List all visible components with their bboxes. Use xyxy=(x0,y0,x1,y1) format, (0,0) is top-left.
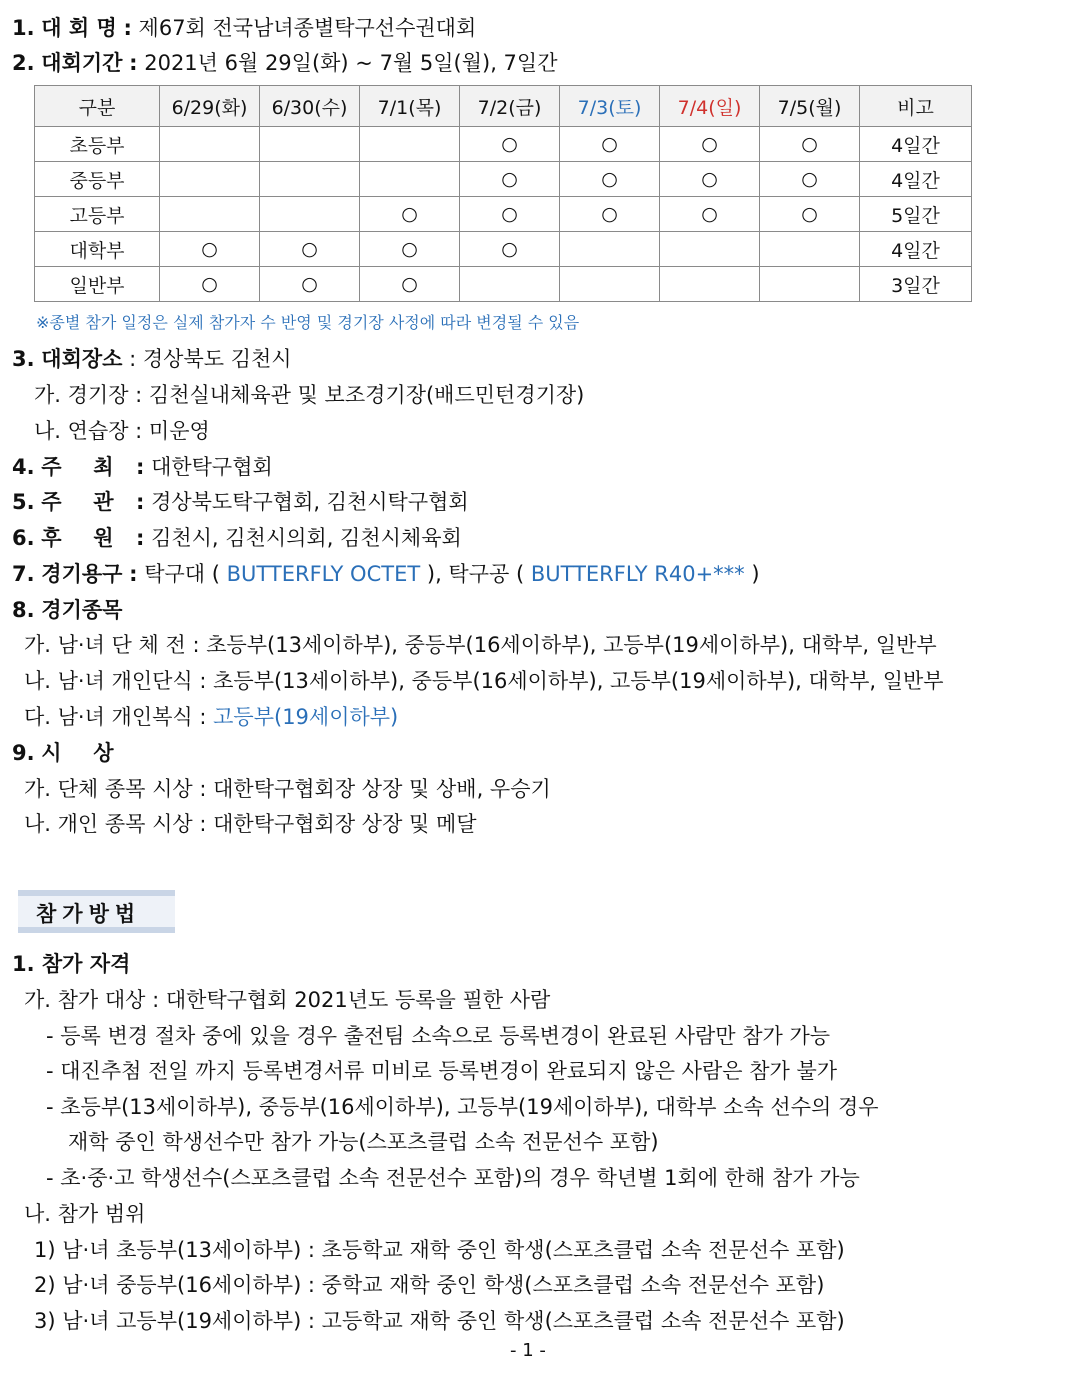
equipment-close: ) xyxy=(751,562,760,586)
schedule-footnote: ※종별 참가 일정은 실제 참가자 수 반영 및 경기장 사정에 따라 변경될 수 있음 xyxy=(36,313,580,332)
table-cell: ○ xyxy=(460,197,560,232)
eligibility-rule-2: - 대진추첨 전일 까지 등록변경서류 미비로 등록변경이 완료되지 않은 사람은 참가 불가 xyxy=(46,1059,838,1083)
host-value: 대한탁구협회 xyxy=(151,455,273,479)
table-cell: ○ xyxy=(560,127,660,162)
row-note: 4일간 xyxy=(860,127,972,162)
row-label: 대학부 xyxy=(35,232,160,267)
events-label: 경기종목 xyxy=(41,598,123,622)
item-number: 8. xyxy=(12,598,35,622)
header-cell-sunday: 7/4(일) xyxy=(660,86,760,127)
table-cell xyxy=(560,267,660,302)
table-cell xyxy=(260,127,360,162)
header-cell: 7/1(목) xyxy=(360,86,460,127)
table-cell xyxy=(660,232,760,267)
table-cell xyxy=(760,267,860,302)
awards-line xyxy=(12,739,123,767)
eligibility-rule-3: - 초등부(13세이하부), 중등부(16세이하부), 고등부(19세이하부), 대학부 소속 선수의 경우 xyxy=(46,1095,879,1119)
event-name-value: 제67회 전국남녀종별탁구선수권대회 xyxy=(138,16,477,40)
table-cell: ○ xyxy=(460,232,560,267)
table-cell xyxy=(560,232,660,267)
item-number: 6. xyxy=(12,526,35,550)
event-period-value: 2021년 6월 29일(화) ~ 7월 5일(월), 7일간 xyxy=(144,51,558,75)
organizer-label: 주 관 xyxy=(41,490,123,514)
row-note: 4일간 xyxy=(860,232,972,267)
ball-label: ), 탁구공 ( xyxy=(426,562,525,586)
sponsor-label: 후 원 xyxy=(41,526,123,550)
scope-high: 3) 남·녀 고등부(19세이하부) : 고등학교 재학 중인 학생(스포츠클럽 소속 전문선수 포함) xyxy=(34,1309,845,1333)
table-cell: ○ xyxy=(660,162,760,197)
item-number: 9. xyxy=(12,741,35,765)
table-cell xyxy=(460,267,560,302)
venue-line: 3. 대회장소 : 경상북도 김천시 xyxy=(12,347,292,371)
organizer-value: 경상북도탁구협회, 김천시탁구협회 xyxy=(151,490,469,514)
item-number: 7. xyxy=(12,562,35,586)
header-cell: 6/30(수) xyxy=(260,86,360,127)
table-label: 탁구대 ( xyxy=(144,562,220,586)
page-number: - 1 - xyxy=(510,1340,546,1361)
events-team: 가. 남·녀 단 체 전 : 초등부(13세이하부), 중등부(16세이하부), 고등부(19세이하부), 대학부, 일반부 xyxy=(24,633,937,657)
item-number: 4. xyxy=(12,455,35,479)
doubles-label: 다. 남·녀 개인복식 : xyxy=(24,705,207,729)
row-label: 초등부 xyxy=(35,127,160,162)
section-title: 참가방법 xyxy=(36,902,142,926)
table-cell: ○ xyxy=(560,162,660,197)
event-name-label: 대 회 명 xyxy=(41,16,117,40)
table-cell: ○ xyxy=(560,197,660,232)
event-period-line: 2. 대회기간 : 2021년 6월 29일(화) ~ 7월 5일(월), 7일간 xyxy=(12,51,558,75)
table-cell: ○ xyxy=(760,127,860,162)
table-row xyxy=(35,267,972,302)
table-row xyxy=(35,127,972,162)
item-number: 3. xyxy=(12,347,35,371)
scope-elementary: 1) 남·녀 초등부(13세이하부) : 초등학교 재학 중인 학생(스포츠클럽 소속 전문선수 포함) xyxy=(34,1238,845,1262)
table-cell: ○ xyxy=(160,232,260,267)
doubles-value: 고등부(19세이하부) xyxy=(213,705,399,729)
row-note: 4일간 xyxy=(860,162,972,197)
event-name-line: 1. 대 회 명 : 제67회 전국남녀종별탁구선수권대회 xyxy=(12,16,477,40)
section-heading xyxy=(18,890,175,933)
table-cell xyxy=(360,162,460,197)
table-cell xyxy=(160,127,260,162)
table-cell: ○ xyxy=(460,162,560,197)
table-cell xyxy=(660,267,760,302)
table-cell: ○ xyxy=(460,127,560,162)
table-cell: ○ xyxy=(360,267,460,302)
row-label: 고등부 xyxy=(35,197,160,232)
host-label: 주 최 xyxy=(41,455,123,479)
header-cell-saturday: 7/3(토) xyxy=(560,86,660,127)
table-cell: ○ xyxy=(360,232,460,267)
header-cell: 비고 xyxy=(860,86,972,127)
sponsor-line: 6. 후 원 : 김천시, 김천시의회, 김천시체육회 xyxy=(12,526,462,550)
table-cell xyxy=(360,127,460,162)
row-note: 3일간 xyxy=(860,267,972,302)
eligibility-rule-3-cont: 재학 중인 학생선수만 참가 가능(스포츠클럽 소속 전문선수 포함) xyxy=(68,1130,659,1154)
table-cell xyxy=(160,162,260,197)
ball-brand: BUTTERFLY R40+*** xyxy=(530,562,745,586)
header-cell: 7/5(월) xyxy=(760,86,860,127)
schedule-header-row xyxy=(35,86,972,127)
table-cell: ○ xyxy=(760,162,860,197)
table-cell: ○ xyxy=(660,127,760,162)
eligibility-target: 가. 참가 대상 : 대한탁구협회 2021년도 등록을 필한 사람 xyxy=(24,988,551,1012)
table-cell: ○ xyxy=(760,197,860,232)
item-number: 1. xyxy=(12,16,35,40)
events-line xyxy=(12,596,122,624)
organizer-line: 5. 주 관 : 경상북도탁구협회, 김천시탁구협회 xyxy=(12,490,469,514)
eligibility-rule-4: - 초·중·고 학생선수(스포츠클럽 소속 전문선수 포함)의 경우 학년별 1회에 한해 참가 가능 xyxy=(46,1166,860,1190)
venue-practice: 나. 연습장 : 미운영 xyxy=(34,419,210,443)
event-period-label: 대회기간 xyxy=(41,51,123,75)
header-cell: 7/2(금) xyxy=(460,86,560,127)
table-row xyxy=(35,197,972,232)
host-line: 4. 주 최 : 대한탁구협회 xyxy=(12,455,273,479)
row-label: 일반부 xyxy=(35,267,160,302)
awards-label: 시 상 xyxy=(41,741,123,765)
equipment-label: 경기용구 xyxy=(41,562,123,586)
table-brand: BUTTERFLY OCTET xyxy=(226,562,421,586)
eligibility-title: 1. 참가 자격 xyxy=(12,952,131,976)
table-cell xyxy=(260,162,360,197)
venue-label: 대회장소 xyxy=(41,347,123,371)
eligibility-rule-1: - 등록 변경 절차 중에 있을 경우 출전팀 소속으로 등록변경이 완료된 사람만 참가 가능 xyxy=(46,1024,831,1048)
row-label: 중등부 xyxy=(35,162,160,197)
scope-middle: 2) 남·녀 중등부(16세이하부) : 중학교 재학 중인 학생(스포츠클럽 소속 전문선수 포함) xyxy=(34,1273,825,1297)
table-cell xyxy=(160,197,260,232)
table-cell xyxy=(760,232,860,267)
table-cell: ○ xyxy=(160,267,260,302)
venue-arena: 가. 경기장 : 김천실내체육관 및 보조경기장(배드민턴경기장) xyxy=(34,383,585,407)
awards-individual: 나. 개인 종목 시상 : 대한탁구협회장 상장 및 메달 xyxy=(24,812,477,836)
table-row xyxy=(35,162,972,197)
row-note: 5일간 xyxy=(860,197,972,232)
table-cell: ○ xyxy=(660,197,760,232)
header-cell: 6/29(화) xyxy=(160,86,260,127)
table-cell: ○ xyxy=(260,267,360,302)
header-cell: 구분 xyxy=(35,86,160,127)
schedule-table xyxy=(34,85,972,302)
table-cell: ○ xyxy=(360,197,460,232)
table-cell: ○ xyxy=(260,232,360,267)
awards-team: 가. 단체 종목 시상 : 대한탁구협회장 상장 및 상배, 우승기 xyxy=(24,777,551,801)
item-number: 2. xyxy=(12,51,35,75)
venue-value: 경상북도 김천시 xyxy=(142,347,292,371)
table-cell xyxy=(260,197,360,232)
sponsor-value: 김천시, 김천시의회, 김천시체육회 xyxy=(151,526,462,550)
events-doubles xyxy=(24,703,398,731)
table-row xyxy=(35,232,972,267)
eligibility-scope: 나. 참가 범위 xyxy=(24,1202,146,1226)
item-number: 5. xyxy=(12,490,35,514)
equipment-line: 7. 경기용구 : 탁구대 ( BUTTERFLY OCTET ), 탁구공 ( BUTTERFLY R40+*** ) xyxy=(12,562,760,586)
events-singles: 나. 남·녀 개인단식 : 초등부(13세이하부), 중등부(16세이하부), 고등부(19세이하부), 대학부, 일반부 xyxy=(24,669,944,693)
